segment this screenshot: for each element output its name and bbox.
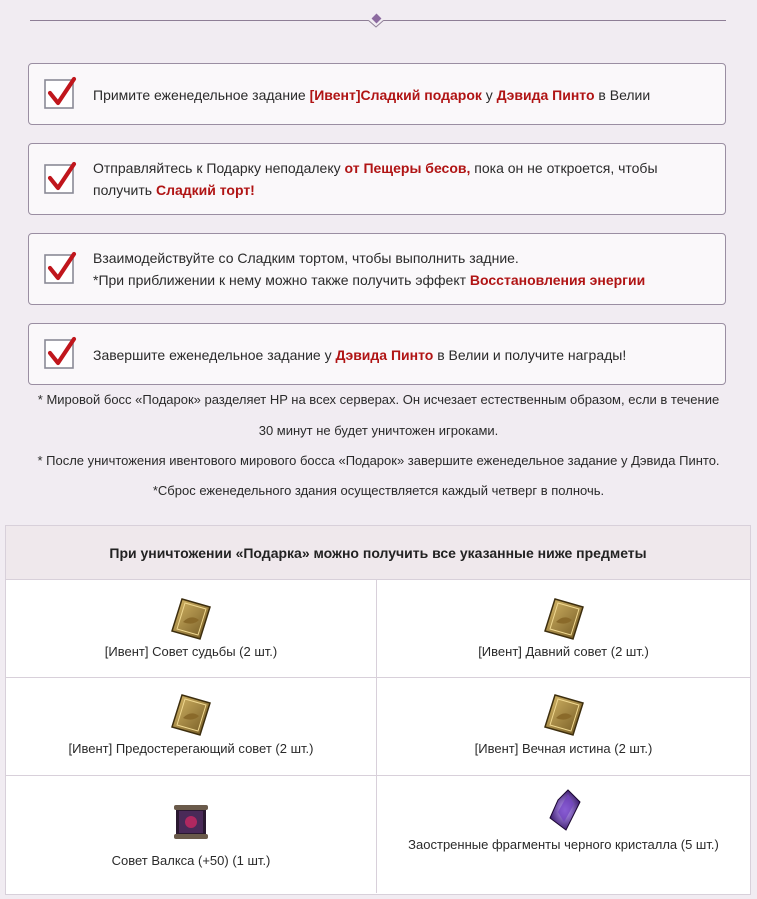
crystal-icon (544, 788, 584, 832)
rewards-header: При уничтожении «Подарка» можно получить все указанные ниже предметы (6, 526, 750, 580)
quest-step-3 (28, 233, 726, 305)
book-icon (541, 596, 587, 642)
reward-label: [Ивент] Вечная истина (2 шт.) (474, 741, 653, 756)
step-text: Завершите еженедельное задание у Дэвида Пинто в Велии и получите награды! (93, 347, 627, 363)
book-icon (168, 692, 214, 738)
note-after-kill: * После уничтожения ивентового мирового босса «Подарок» завершите еженедельное задание у Дэвида Пинто. (37, 453, 720, 468)
reward-item (377, 580, 750, 678)
checkbox-checked-icon (43, 336, 77, 370)
reward-label: [Ивент] Совет судьбы (2 шт.) (104, 644, 278, 659)
book-icon (168, 596, 214, 642)
step-text: Отправляйтесь к Подарку неподалеку от Пещеры бесов, пока он не откроется, чтобы получить Сладкий торт! (93, 160, 658, 198)
checkbox-checked-icon (43, 76, 77, 110)
reward-item (377, 776, 750, 893)
reward-label: [Ивент] Давний совет (2 шт.) (478, 644, 649, 659)
reward-label: Совет Валкса (+50) (1 шт.) (111, 853, 271, 868)
reward-item (6, 678, 377, 776)
scroll-icon (171, 802, 211, 842)
quest-step-1 (28, 63, 726, 125)
header-divider (30, 12, 726, 30)
reward-label: Заостренные фрагменты черного кристалла (5 шт.) (408, 837, 719, 852)
quest-step-4 (28, 323, 726, 385)
quest-step-2 (28, 143, 726, 215)
reward-item (6, 776, 377, 893)
reward-label: [Ивент] Предостерегающий совет (2 шт.) (68, 741, 314, 756)
step-text: Взаимодействуйте со Сладким тортом, чтобы выполнить задние. *При приближении к нему можно также получить эффект Восстановления энергии (93, 250, 646, 288)
note-reset: *Сброс еженедельного здания осуществляется каждый четверг в полночь. (152, 483, 605, 498)
rewards-table (5, 525, 751, 895)
reward-item (377, 678, 750, 776)
reward-item (6, 580, 377, 678)
checkbox-checked-icon (43, 251, 77, 285)
step-text: Примите еженедельное задание [Ивент]Сладкий подарок у Дэвида Пинто в Велии (93, 87, 651, 103)
checkbox-checked-icon (43, 161, 77, 195)
book-icon (541, 692, 587, 738)
note-world-boss: * Мировой босс «Подарок» разделяет HP на всех серверах. Он исчезает естественным образом, если в течение 30 минут не будет уничтожен игроками. (37, 392, 720, 438)
